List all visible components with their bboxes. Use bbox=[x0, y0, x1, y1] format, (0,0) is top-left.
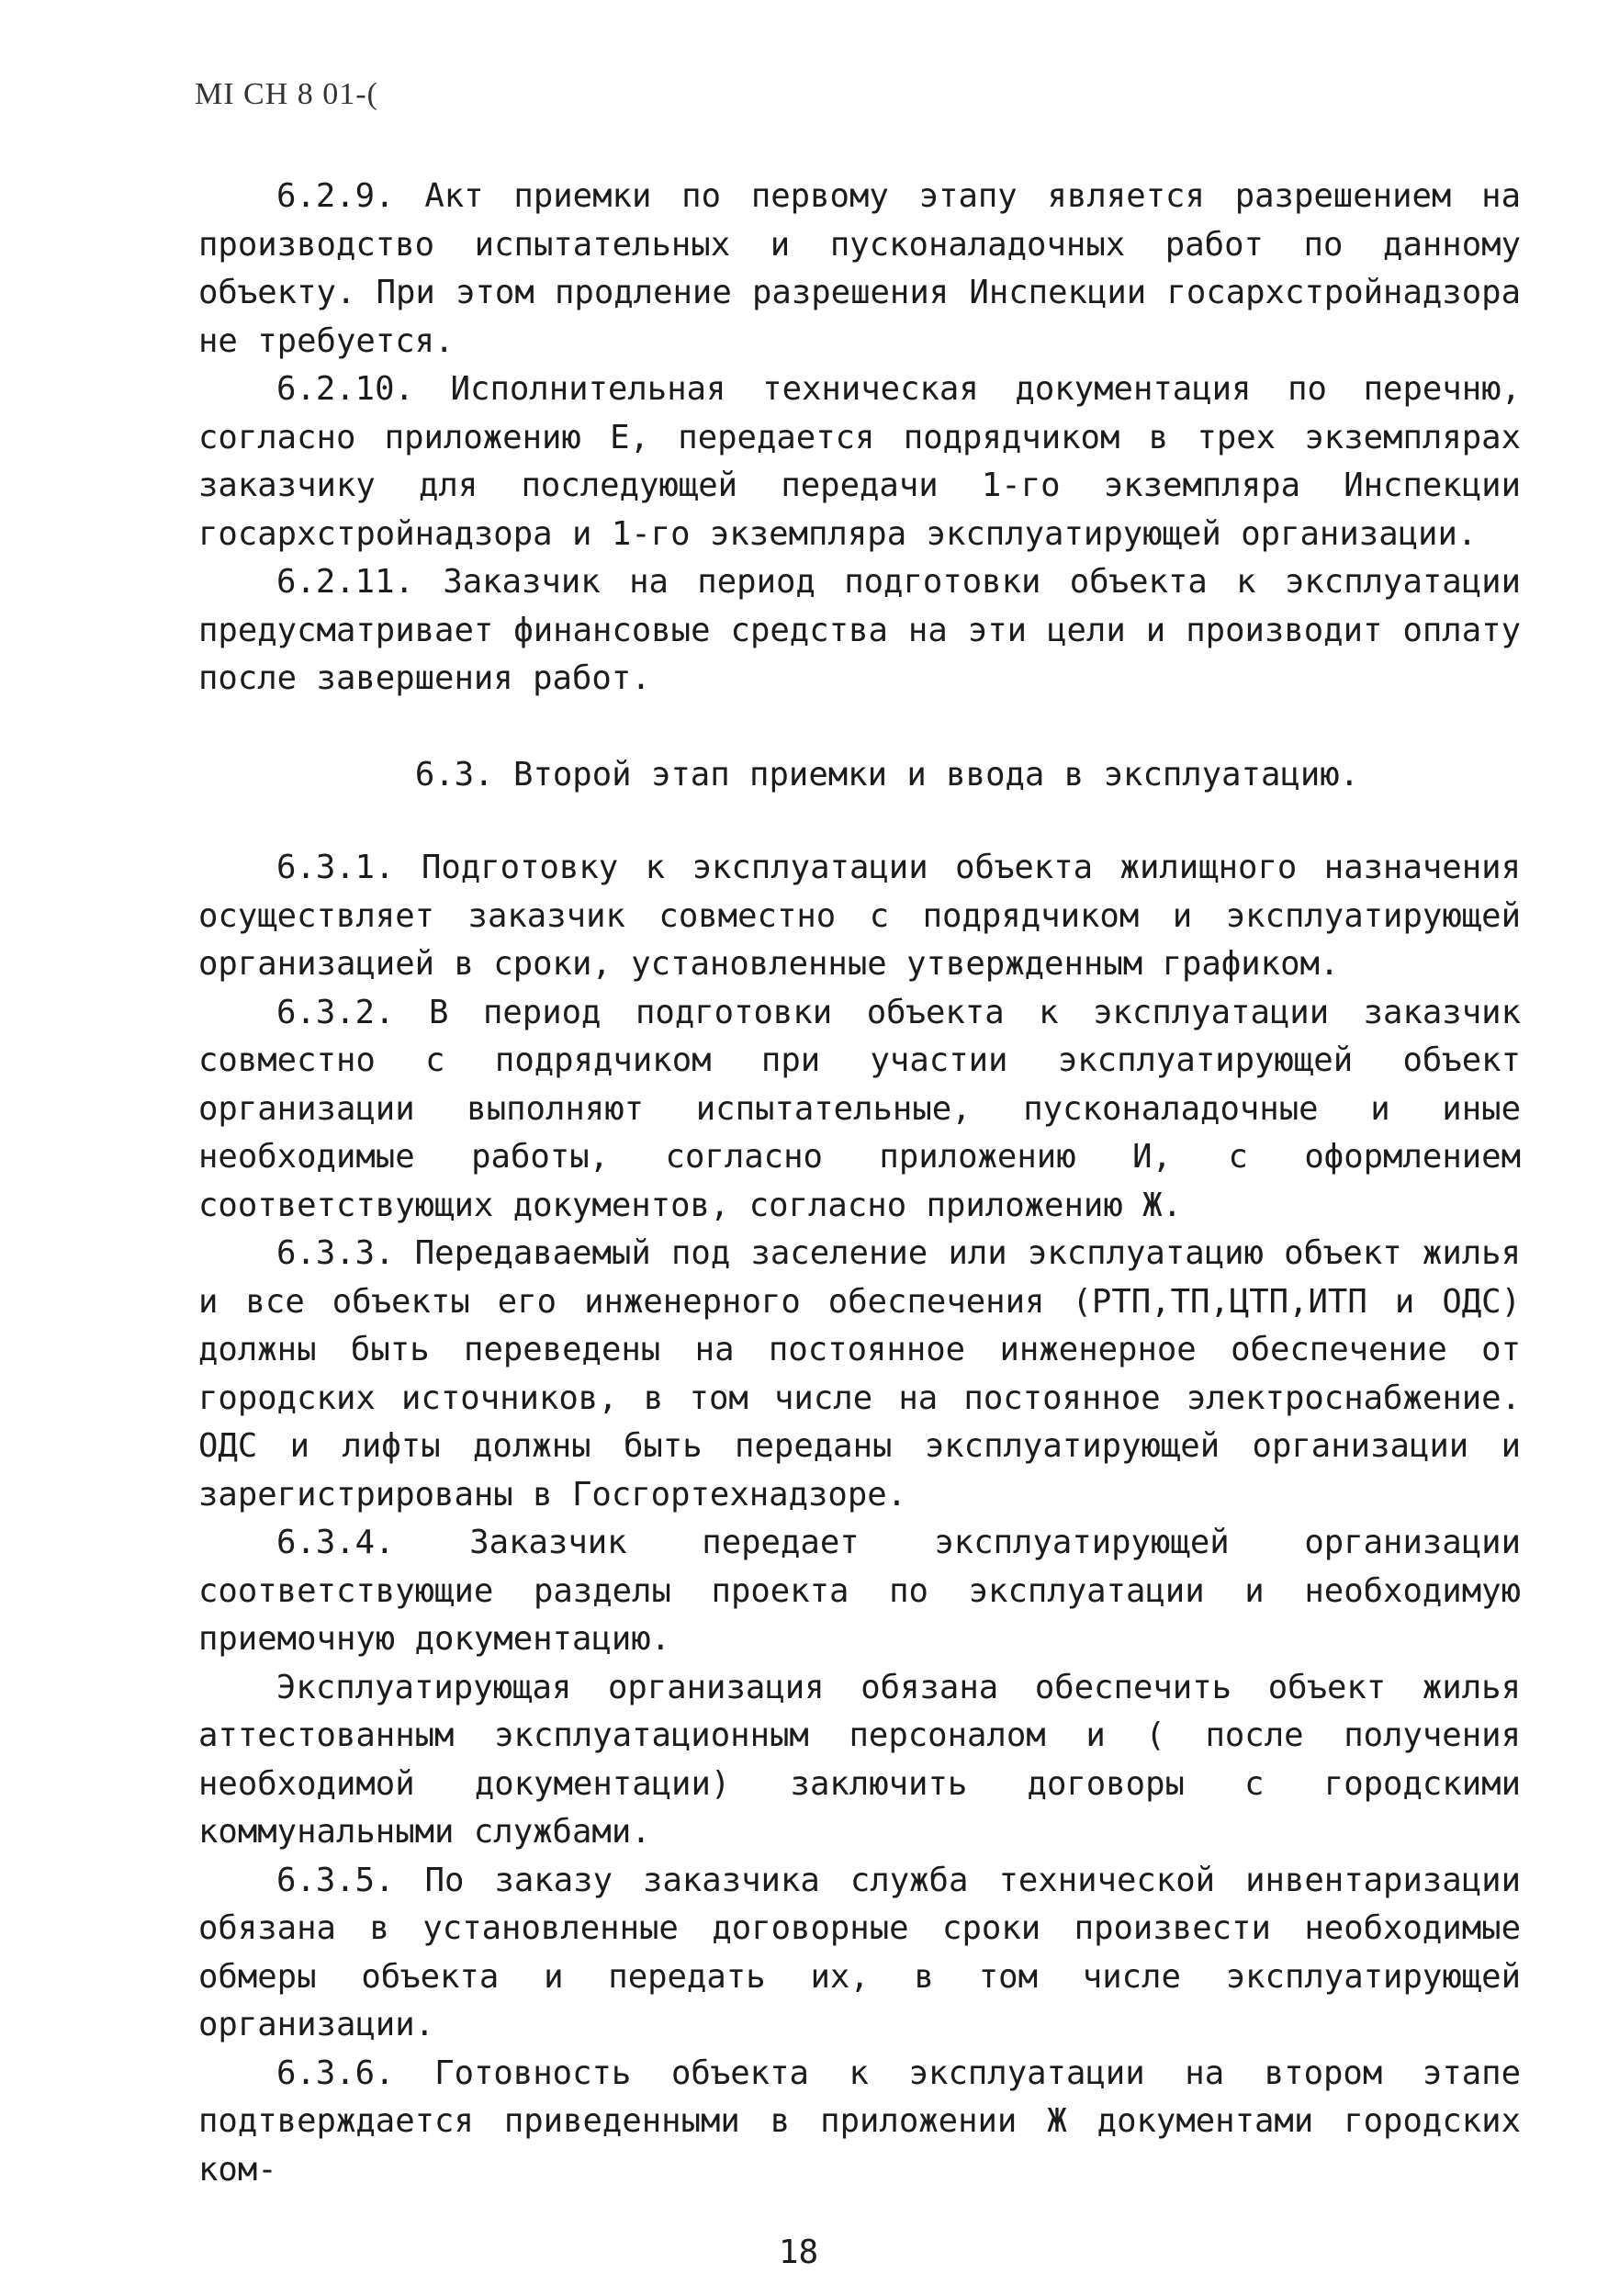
paragraph-6-3-4: 6.3.4. Заказчик передает эксплуатирующей организации соответствующие разделы проекта по эксплуатации и необходимую приемочную документацию. bbox=[198, 1524, 1521, 1658]
section-heading-6-3: 6.3. Второй этап приемки и ввода в эксплуатацию. bbox=[414, 755, 1360, 793]
paragraph-6-3-4-continued: Эксплуатирующая организация обязана обеспечить объект жилья аттестованным эксплуатационным персоналом и ( после получения необходимой документации) заключить договоры с городскими коммунальными службами. bbox=[198, 1668, 1521, 1851]
document-code-header: МI СН 8 01-( bbox=[195, 77, 378, 111]
paragraph-6-2-9: 6.2.9. Акт приемки по первому этапу является разрешением на производство испытательных и пусконаладочных работ по данному объекту. При этом продление разрешения Инспекции госархстройнадзора не требуется. bbox=[198, 177, 1521, 360]
paragraph-6-3-3: 6.3.3. Передаваемый под заселение или эксплуатацию объект жилья и все объекты его инженерного обеспечения (РТП,ТП,ЦТП,ИТП и ОДС) должны быть переведены на постоянное инженерное обеспечение от городских источников, в том числе на постоянное электроснабжение. ОДС и лифты должны быть переданы эксплуатирующей организации и зарегистрированы в Госгортехнадзоре. bbox=[198, 1234, 1521, 1514]
paragraph-6-2-10: 6.2.10. Исполнительная техническая документация по перечню, согласно приложению Е, передается подрядчиком в трех экземплярах заказчику для последующей передачи 1-го экземпляра Инспекции госархстройнадзора и 1-го экземпляра эксплуатирующей организации. bbox=[198, 370, 1521, 553]
page-number: 18 bbox=[778, 2234, 819, 2271]
paragraph-6-2-11: 6.2.11. Заказчик на период подготовки объекта к эксплуатации предусматривает финансовые средства на эти цели и производит оплату после завершения работ. bbox=[198, 563, 1521, 697]
paragraph-6-3-2: 6.3.2. В период подготовки объекта к эксплуатации заказчик совместно с подрядчиком при участии эксплуатирующей объект организации выполняют испытательные, пусконаладочные и иные необходимые работы, согласно приложению И, с оформлением соответствующих документов, согласно приложению Ж. bbox=[198, 993, 1521, 1224]
paragraph-6-3-6: 6.3.6. Готовность объекта к эксплуатации на втором этапе подтверждается приведенными в приложении Ж документами городских ком- bbox=[198, 2054, 1521, 2189]
paragraph-6-3-1: 6.3.1. Подготовку к эксплуатации объекта жилищного назначения осуществляет заказчик совместно с подрядчиком и эксплуатирующей организацией в сроки, установленные утвержденным графиком. bbox=[198, 849, 1521, 983]
document-body bbox=[198, 173, 1521, 2194]
paragraph-6-3-5: 6.3.5. По заказу заказчика служба технической инвентаризации обязана в установленные договорные сроки произвести необходимые обмеры объекта и передать их, в том числе эксплуатирующей организации. bbox=[198, 1861, 1521, 2043]
